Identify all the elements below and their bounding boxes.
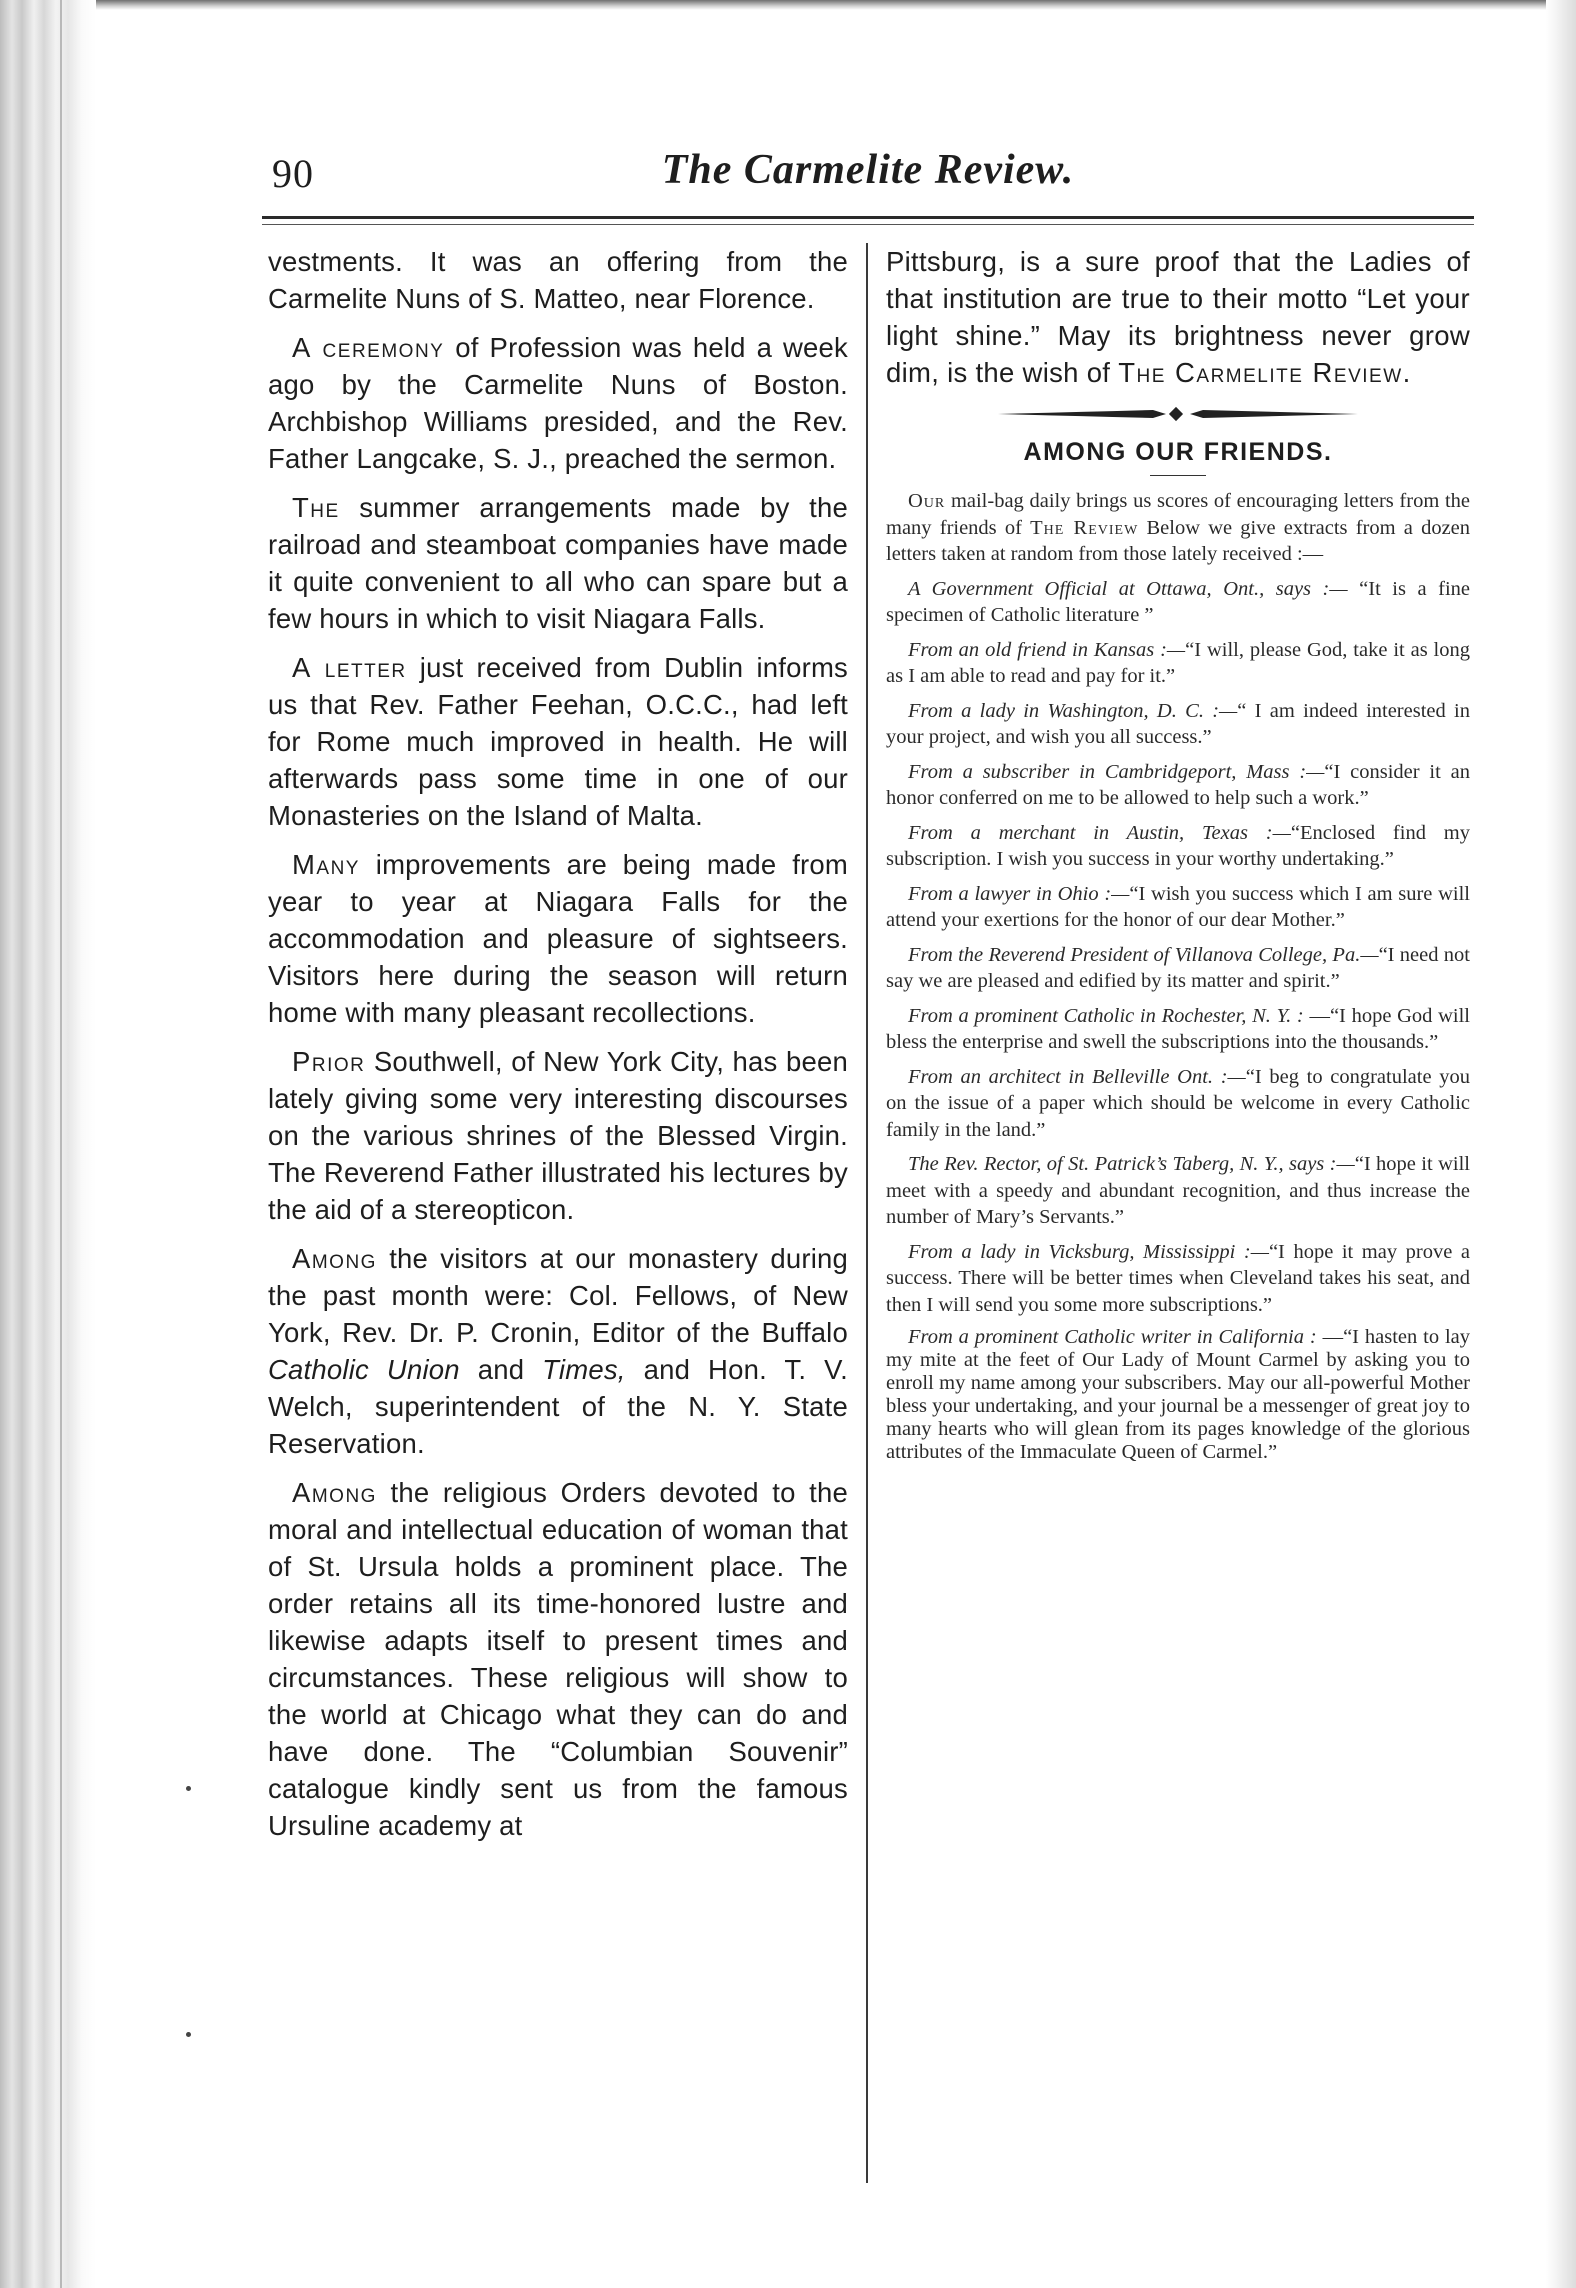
paragraph-ursuline: Among the religious Orders devoted to the moral and intellectual education of woman that of St. Ursula holds a prominent place. The order retains all its time-honored lustre and likewise adapts itself to present times and circumstances. These religious will show to the world at Chicago what they can do and have done. The “Columbian Souvenir” catalogue kindly sent us from the famous Ursuline academy at [268, 1477, 848, 1841]
journal-title: The Carmelite Review. [661, 147, 1075, 193]
header-rule-thick [262, 216, 1474, 219]
page-right-edge [1546, 0, 1576, 2288]
two-column-body [262, 243, 1474, 2203]
letter-extract: From a subscriber in Cambridgeport, Mass :—“I consider it an honor conferred on me to be allowed to help such a work.” [886, 760, 1470, 809]
letters-intro: Our mail-bag daily brings us scores of encouraging letters from the many friends of The Review Below we give extracts from a dozen letters taken at random from those lately received :— [886, 490, 1471, 565]
ornamental-divider [886, 405, 1470, 428]
section-title: AMONG OUR FRIENDS. [1023, 438, 1333, 466]
margin-speck [186, 2032, 191, 2037]
paragraph-improvements: Many improvements are being made from year to year at Niagara Falls for the accommodation and pleasure of sightseers. Visitors here during the season will return home with many pleasant recollections. [268, 849, 848, 1028]
paragraph-visitors: Among the visitors at our monastery during the past month were: Col. Fellows, of New York, Rev. Dr. P. Cronin, Editor of the Buffalo Catholic Union and Times, and Hon. T. V. Welch, superintendent of the N. Y. State Reservation. [268, 1243, 848, 1459]
letter-extract: The Rev. Rector, of St. Patrick’s Taberg, N. Y., says :—“I hope it will meet with a speedy and abundant recognition, and thus increase the number of Mary’s Servants.” [886, 1153, 1470, 1228]
column-divider [866, 243, 868, 2183]
book-binding-edge [0, 0, 96, 2288]
letter-extract: From an architect in Belleville Ont. :—“I beg to congratulate you on the issue of a paper which should be welcome in every Catholic family in the land.” [886, 1065, 1470, 1141]
letter-extract: From a lady in Washington, D. C. :—“ I am indeed interested in your project, and wish you all success.” [886, 699, 1470, 748]
page-number: 90 [272, 151, 314, 196]
letter-extract: From a prominent Catholic writer in California : —“I hasten to lay my mite at the feet of Our Lady of Mount Carmel by asking you to enroll my name among your subscribers. May our all-powerful Mother bless your undertaking, and your journal be a messenger of great joy to many hearts who will glean from its pages knowledge of the glorious attributes of the Immaculate Queen of Carmel.” [886, 1326, 1470, 1463]
letter-extract: From a lawyer in Ohio :—“I wish you success which I am sure will attend your exertions for the honor of our dear Mother.” [886, 882, 1470, 931]
right-column [886, 243, 1470, 1472]
page-top-edge [96, 0, 1576, 10]
letter-extract: From a lady in Vicksburg, Mississippi :—“I hope it may prove a success. There will be better times when Cleveland takes his seat, and then I will send you some more subscriptions.” [886, 1240, 1470, 1316]
ornament-rule-icon [988, 405, 1368, 423]
letter-extract: A Government Official at Ottawa, Ont., says :— “It is a fine specimen of Catholic literature ” [886, 577, 1470, 626]
section-title-rule [1150, 475, 1206, 476]
header-rule-thin [262, 224, 1474, 225]
page [262, 146, 1474, 2203]
margin-speck [186, 1786, 191, 1791]
letter-extract: From a merchant in Austin, Texas :—“Enclosed find my subscription. I wish you success in your worthy undertaking.” [886, 821, 1470, 870]
paragraph-pittsburg: Pittsburg, is a sure proof that the Ladies of that institution are true to their motto “Let your light shine.” May its brightness never grow dim, is the wish of The Carmelite Review. [886, 246, 1470, 388]
paragraph-ceremony: A ceremony of Profession was held a week ago by the Carmelite Nuns of Boston. Archbishop Williams presided, and the Rev. Father Langcake, S. J., preached the sermon. [268, 332, 849, 474]
letter-extract: From a prominent Catholic in Rochester, N. Y. : —“I hope God will bless the enterprise and swell the subscriptions into the thousands.” [886, 1004, 1471, 1053]
left-column [268, 243, 848, 1856]
paragraph-letter: A letter just received from Dublin informs us that Rev. Father Feehan, O.C.C., had left for Rome much improved in health. He will afterwards pass some time in one of our Monasteries on the Island of Malta. [268, 652, 849, 831]
paragraph-prior: Prior Southwell, of New York City, has been lately giving some very interesting discourses on the various shrines of the Blessed Virgin. The Reverend Father illustrated his lectures by the aid of a stereopticon. [268, 1046, 848, 1225]
letters-section [886, 488, 1470, 1464]
paragraph-summer: The summer arrangements made by the railroad and steamboat companies have made it quite convenient to all who can spare but a few hours in which to visit Niagara Falls. [268, 492, 848, 634]
letter-extract: From the Reverend President of Villanova College, Pa.—“I need not say we are pleased and edified by its matter and spirit.” [886, 943, 1470, 992]
letter-extract: From an old friend in Kansas :—“I will, please God, take it as long as I am able to read and pay for it.” [886, 638, 1470, 687]
paragraph-vestments: vestments. It was an offering from the Carmelite Nuns of S. Matteo, near Florence. [268, 246, 848, 314]
page-header [262, 146, 1474, 202]
